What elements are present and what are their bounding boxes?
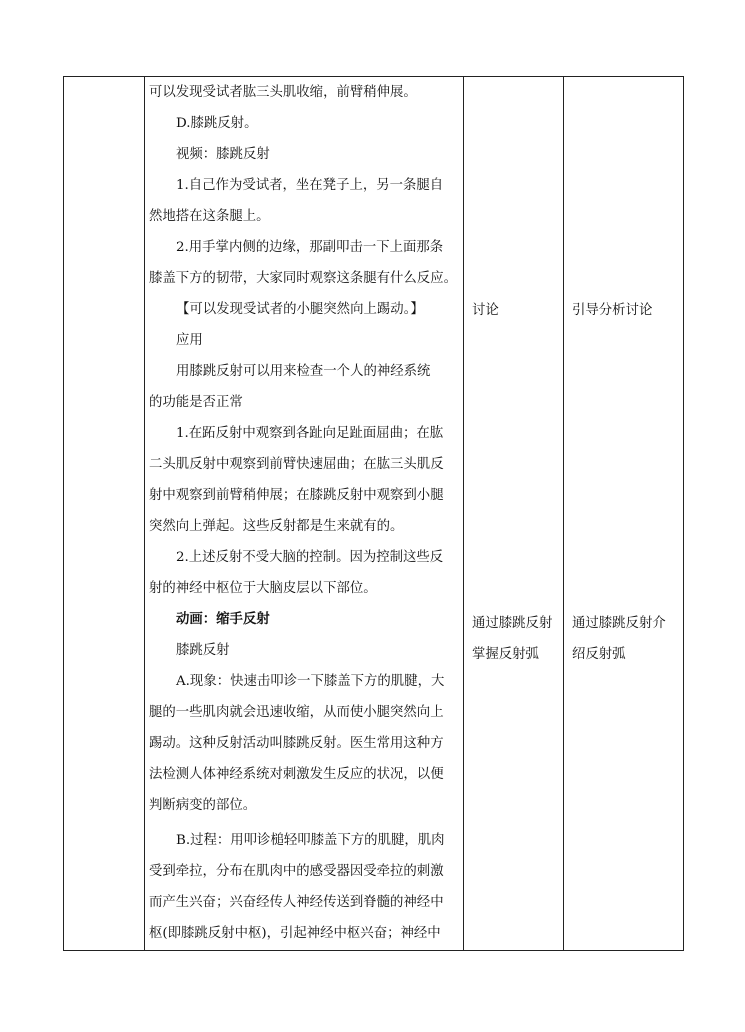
content-line: 2.用手掌内侧的边缘，那副叩击一下上面那条 (176, 240, 444, 255)
content-line: B.过程：用叩诊槌轻叩膝盖下方的肌腱，肌肉 (176, 833, 445, 848)
content-line: 腿的一些肌肉就会迅速收缩，从而使小腿突然向上 (149, 705, 444, 720)
content-line: 应用 (176, 333, 203, 348)
table-row (64, 77, 684, 951)
content-line: 可以发现受试者肱三头肌收缩，前臂稍伸展。 (149, 85, 417, 100)
content-line: 1.在跖反射中观察到各趾向足趾面屈曲；在肱 (176, 426, 444, 441)
content-line: 2.上述反射不受大脑的控制。因为控制这些反 (176, 550, 444, 565)
content-line: 膝跳反射 (176, 643, 230, 658)
stage-cell (64, 77, 145, 951)
content-line: 的功能是否正常 (149, 395, 243, 410)
content-line: 二头肌反射中观察到前臂快速屈曲；在肱三头肌反 (149, 457, 444, 472)
content-line: 突然向上弹起。这些反射都是生来就有的。 (149, 519, 404, 534)
content-line: 枢(即膝跳反射中枢)，引起神经中枢兴奋；神经中 (149, 926, 441, 941)
content-line: 动画：缩手反射 (176, 611, 270, 627)
content-line: 射中观察到前臂稍伸展；在膝跳反射中观察到小腿 (149, 488, 444, 503)
design-intent-intro-line-1: 通过膝跳反射介 (572, 616, 666, 631)
teaching-content-cell (145, 77, 464, 951)
content-line: 判断病变的部位。 (149, 798, 257, 813)
content-line: 踢动。这种反射活动叫膝跳反射。医生常用这种方 (149, 736, 444, 751)
content-line: 受到牵拉，分布在肌肉中的感受器因受牵拉的刺激 (149, 864, 444, 879)
content-line: 而产生兴奋；兴奋经传人神经传送到脊髓的神经中 (149, 895, 444, 910)
design-intent-guide: 引导分析讨论 (572, 303, 653, 318)
teaching-content-text (149, 77, 458, 949)
content-line: 1.自己作为受试者，坐在凳子上，另一条腿自 (176, 178, 444, 193)
content-line: 用膝跳反射可以用来检查一个人的神经系统 (176, 364, 431, 379)
content-line: 射的神经中枢位于大脑皮层以下部位。 (149, 581, 377, 596)
student-activity-discuss: 讨论 (472, 303, 499, 318)
design-intent-intro-line-2: 绍反射弧 (572, 647, 626, 662)
lesson-table (63, 76, 684, 951)
content-line: 法检测人体神经系统对刺激发生反应的状况，以便 (149, 767, 444, 782)
design-intent-cell (564, 77, 684, 951)
content-line: 【可以发现受试者的小腿突然向上踢动。】 (176, 302, 424, 317)
content-line: 膝盖下方的韧带，大家同时观察这条腿有什么反应。 (149, 271, 457, 286)
student-activity-master-line-1: 通过膝跳反射 (472, 616, 553, 631)
content-line: 然地搭在这条腿上。 (149, 209, 270, 224)
content-line: D.膝跳反射。 (176, 116, 258, 131)
student-activity-master-line-2: 掌握反射弧 (472, 647, 539, 662)
content-line: 视频：膝跳反射 (176, 147, 270, 162)
student-activity-cell (464, 77, 564, 951)
content-line: A.现象：快速击叩诊一下膝盖下方的肌腱，大 (176, 674, 445, 689)
